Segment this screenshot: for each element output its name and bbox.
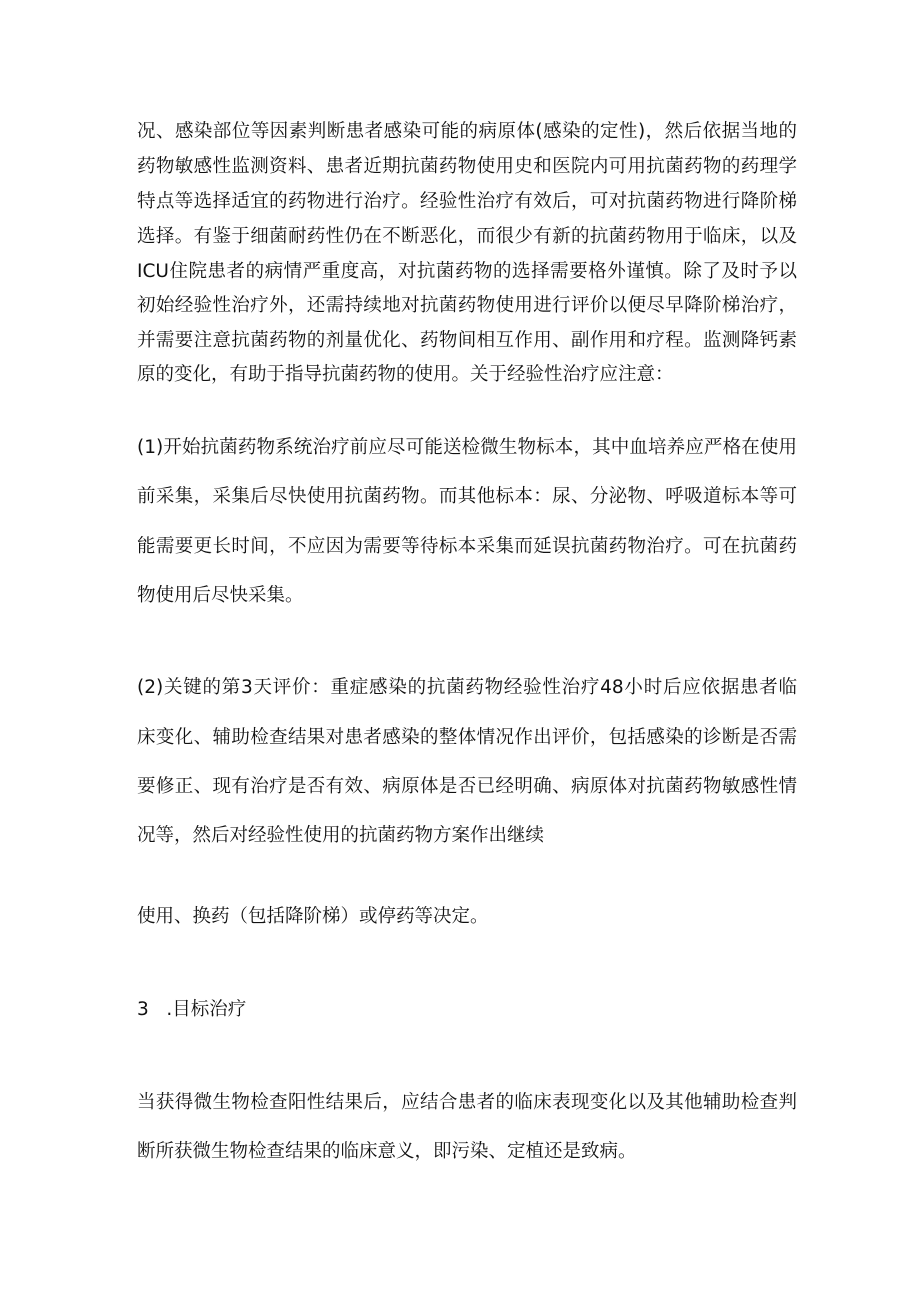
text-line: 能需要更长时间，不应因为需要等待标本采集而延误抗菌药物治疗。可在抗菌药 <box>137 536 797 557</box>
text-line: 原的变化，有助于指导抗菌药物的使用。关于经验性治疗应注意： <box>137 364 674 385</box>
text-line: 特点等选择适宜的药物进行治疗。经验性治疗有效后，可对抗菌药物进行降阶梯 <box>137 191 797 212</box>
text-line: 况、感染部位等因素判断患者感染可能的病原体(感染的定性)，然后依据当地的 <box>137 121 797 142</box>
text-line: 要修正、现有治疗是否有效、病原体是否已经明确、病原体对抗菌药物敏感性情 <box>137 776 797 797</box>
text-line: 床变化、辅助检查结果对患者感染的整体情况作出评价，包括感染的诊断是否需 <box>137 727 797 748</box>
text-line: 况等，然后对经验性使用的抗菌药物方案作出继续 <box>137 825 545 846</box>
text-line: 使用、换药（包括降阶梯）或停药等决定。 <box>137 906 489 927</box>
text-line: 并需要注意抗菌药物的剂量优化、药物间相互作用、副作用和疗程。监测降钙素 <box>137 330 797 351</box>
text-line: 断所获微生物检查结果的临床意义，即污染、定植还是致病。 <box>137 1141 637 1162</box>
text-line: 物使用后尽快采集。 <box>137 585 304 606</box>
text-line: (1)开始抗菌药物系统治疗前应尽可能送检微生物标本，其中血培养应严格在使用 <box>137 437 797 458</box>
text-line: (2)关键的第3天评价：重症感染的抗菌药物经验性治疗48小时后应依据患者临 <box>137 677 797 698</box>
text-line: 药物敏感性监测资料、患者近期抗菌药物使用史和医院内可用抗菌药物的药理学 <box>137 156 797 177</box>
text-line: 当获得微生物检查阳性结果后，应结合患者的临床表现变化以及其他辅助检查判 <box>137 1092 797 1113</box>
text-line: 初始经验性治疗外，还需持续地对抗菌药物使用进行评价以便尽早降阶梯治疗， <box>137 295 797 316</box>
text-line: ICU住院患者的病情严重度高，对抗菌药物的选择需要格外谨慎。除了及时予以 <box>137 261 797 282</box>
section-heading: 3 .目标治疗 <box>137 999 247 1020</box>
text-line: 前采集，采集后尽快使用抗菌药物。而其他标本：尿、分泌物、呼吸道标本等可 <box>137 486 797 507</box>
text-line: 选择。有鉴于细菌耐药性仍在不断恶化，而很少有新的抗菌药物用于临床，以及 <box>137 226 797 247</box>
